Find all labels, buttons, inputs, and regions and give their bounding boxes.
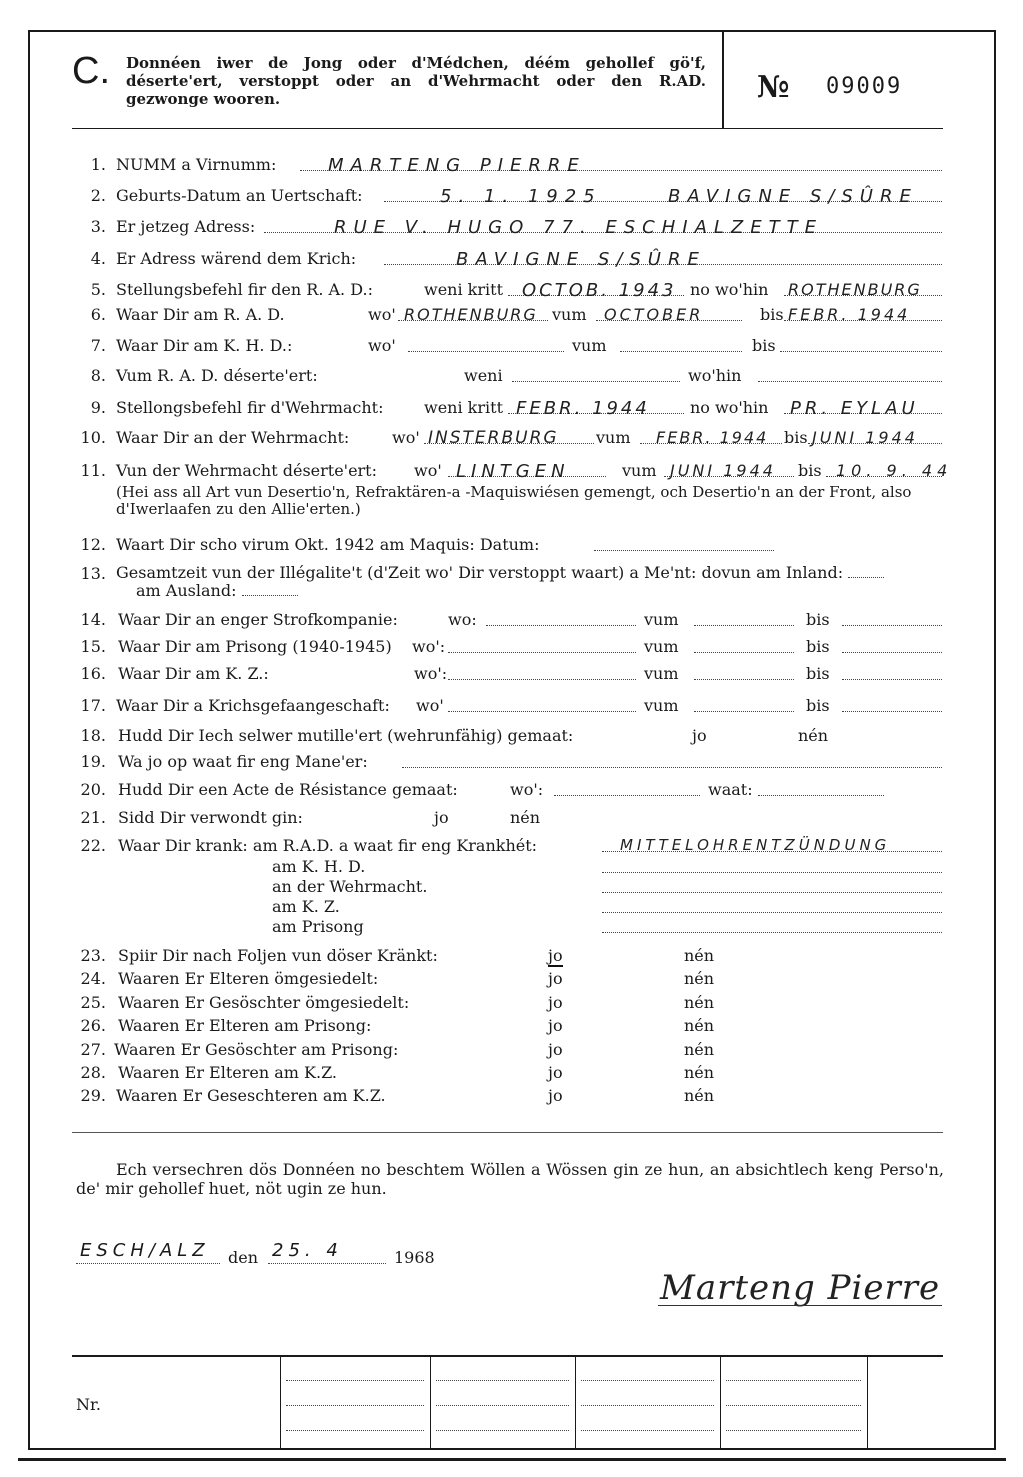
- item-21-nen[interactable]: nén: [510, 808, 541, 827]
- item-13-label: Gesamtzeit vun der Illégalite't (d'Zeit wo' Dir verstoppt waart) a Me'nt: dovun am Inland: am Ausland:: [116, 564, 946, 600]
- item-28-nen[interactable]: nén: [684, 1063, 715, 1082]
- item-27-jo[interactable]: jo: [548, 1040, 563, 1059]
- item-10: 10. Waar Dir an der Wehrmacht: wo' INSTERBURG vum FEBR. 1944 bis JUNI 1944: [72, 428, 952, 450]
- section-letter: C.: [72, 50, 110, 92]
- item-11: 11. Vun der Wehrmacht déserte'ert: wo' LINTGEN vum JUNI 1944 bis 10. 9. 44: [80, 461, 953, 482]
- desertion-to-field[interactable]: 10. 9. 44: [836, 461, 953, 480]
- number-symbol: №: [757, 70, 790, 105]
- item-5: 5. Stellungsbefehl fir den R. A. D.: weni kritt OCTOB. 1943 no wo'hin ROTHENBURG: [72, 280, 952, 302]
- item-29: 29. Waaren Er Geseschteren am K.Z. jo nén: [80, 1086, 715, 1105]
- item-25-jo[interactable]: jo: [548, 993, 563, 1012]
- wehrmacht-order-date-field[interactable]: FEBR. 1944: [516, 398, 650, 419]
- item-1: 1. NUMM a Virnumm: MARTENG PIERRE: [72, 155, 952, 177]
- item-2-label: Geburts-Datum an Uertschaft:: [116, 186, 363, 205]
- wehrmacht-place-field[interactable]: INSTERBURG: [428, 428, 559, 448]
- item-4-label: Er Adress wärend dem Krich:: [116, 249, 357, 268]
- section-title: Donnéen iwer de Jong oder d'Médchen, déém gehollef gö'f, déserte'ert, verstoppt oder an d'Wehrmacht oder den R.AD. gezwonge wooren.: [126, 54, 706, 108]
- item-27: 27. Waaren Er Gesöschter am Prisong: jo nén: [80, 1040, 715, 1059]
- item-17: 17. Waar Dir a Krichsgefaangeschaft: wo' vum bis: [72, 696, 952, 718]
- item-15: 15. Waar Dir am Prisong (1940-1945) wo': vum bis: [72, 637, 952, 659]
- item-18-nen[interactable]: nén: [798, 726, 829, 745]
- item-28: 28. Waaren Er Elteren am K.Z. jo nén: [80, 1063, 715, 1082]
- header-divider: [722, 32, 724, 128]
- date-field[interactable]: 25. 4: [272, 1240, 343, 1261]
- item-29-jo[interactable]: jo: [548, 1086, 563, 1105]
- item-18: 18. Hudd Dir Iech selwer mutille'ert (wehrunfähig) gemaat: jo nén: [80, 726, 829, 745]
- item-24-nen[interactable]: nén: [684, 969, 715, 988]
- item-26-nen[interactable]: nén: [684, 1016, 715, 1035]
- item-1-label: NUMM a Virnumm:: [116, 155, 277, 174]
- item-9: 9. Stellongsbefehl fir d'Wehrmacht: weni kritt FEBR. 1944 no wo'hin PR. EYLAU: [72, 398, 952, 420]
- item-23: 23. Spiir Dir nach Foljen vun döser Kränkt: jo nén: [80, 946, 715, 965]
- item-14: 14. Waar Dir an enger Strofkompanie: wo: vum bis: [72, 610, 952, 632]
- item-22: 22. Waar Dir krank: am R.A.D. a waat fir eng Krankhét: MITTELOHRENTZÜNDUNG: [72, 836, 952, 858]
- section-rule: [72, 1132, 943, 1133]
- war-address-field[interactable]: BAVIGNE S/SÛRE: [456, 249, 706, 270]
- rad-order-date-field[interactable]: OCTOB. 1943: [522, 280, 677, 301]
- item-21-jo[interactable]: jo: [434, 808, 449, 827]
- item-25: 25. Waaren Er Gesöschter ömgesiedelt: jo nén: [80, 993, 715, 1012]
- item-6: 6. Waar Dir am R. A. D. wo' ROTHENBURG vum OCTOBER bis FEBR. 1944: [72, 305, 952, 327]
- item-23-nen[interactable]: nén: [684, 946, 715, 965]
- place-field[interactable]: ESCH/ALZ: [80, 1240, 210, 1261]
- item-7: 7. Waar Dir am K. H. D.: wo' vum bis: [72, 336, 952, 358]
- year-label: 1968: [394, 1248, 435, 1267]
- item-13: 13.: [80, 564, 106, 583]
- wehrmacht-to-field[interactable]: JUNI 1944: [812, 428, 918, 447]
- item-26: 26. Waaren Er Elteren am Prisong: jo nén: [80, 1016, 715, 1035]
- item-24: 24. Waaren Er Elteren ömgesiedelt: jo nén: [80, 969, 715, 988]
- declaration: Ech versechren dös Donnéen no beschtem Wöllen a Wössen gin ze hun, an absichtlech keng Perso'n, de' mir gehollef huet, nöt ugin ze hun.: [76, 1160, 944, 1198]
- header-rule: [72, 128, 943, 129]
- item-26-jo[interactable]: jo: [548, 1016, 563, 1035]
- item-11-note: (Hei ass all Art vun Desertio'n, Refraktären-a -Maquiswiésen gemengt, och Desertio'n an der Front, also d'Iwerlaafen zu den Allie'erten.): [116, 483, 912, 518]
- item-16: 16. Waar Dir am K. Z.: wo': vum bis: [72, 664, 952, 686]
- nr-label: Nr.: [76, 1395, 101, 1414]
- item-27-nen[interactable]: nén: [684, 1040, 715, 1059]
- item-29-nen[interactable]: nén: [684, 1086, 715, 1105]
- desertion-from-field[interactable]: JUNI 1944: [670, 461, 776, 480]
- item-21: 21. Sidd Dir verwondt gin: jo nén: [80, 808, 541, 827]
- item-3: 3. Er jetzeg Adress: RUE V. HUGO 77. ESCHIALZETTE: [72, 217, 952, 239]
- address-field[interactable]: RUE V. HUGO 77. ESCHIALZETTE: [334, 217, 823, 238]
- footer-table-top: [72, 1355, 943, 1357]
- item-20: 20. Hudd Dir een Acte de Résistance gemaat: wo': waat:: [72, 780, 952, 802]
- wehrmacht-from-field[interactable]: FEBR. 1944: [656, 428, 769, 447]
- wehrmacht-destination-field[interactable]: PR. EYLAU: [790, 398, 919, 419]
- rad-from-field[interactable]: OCTOBER: [604, 305, 704, 324]
- rad-to-field[interactable]: FEBR. 1944: [788, 305, 911, 324]
- item-18-jo[interactable]: jo: [692, 726, 707, 745]
- item-23-jo[interactable]: jo: [548, 946, 563, 965]
- form-number: 09009: [826, 74, 903, 99]
- name-field[interactable]: MARTENG PIERRE: [328, 155, 586, 176]
- item-12: 12. Waart Dir scho virum Okt. 1942 am Maquis: Datum:: [72, 535, 952, 557]
- rad-place-field[interactable]: ROTHENBURG: [404, 305, 538, 324]
- item-25-nen[interactable]: nén: [684, 993, 715, 1012]
- rad-destination-field[interactable]: ROTHENBURG: [788, 280, 922, 299]
- signature-line: [658, 1305, 942, 1306]
- birth-place-field[interactable]: BAVIGNE S/SÛRE: [668, 186, 918, 207]
- item-24-jo[interactable]: jo: [548, 969, 563, 988]
- item-4: 4. Er Adress wärend dem Krich: BAVIGNE S/SÛRE: [72, 249, 952, 271]
- signature: Marteng Pierre: [660, 1268, 941, 1308]
- den-label: den: [228, 1248, 259, 1267]
- illness-field[interactable]: MITTELOHRENTZÜNDUNG: [620, 836, 891, 854]
- birth-date-field[interactable]: 5. 1. 1925: [440, 186, 602, 207]
- desertion-place-field[interactable]: LINTGEN: [456, 461, 570, 482]
- item-8: 8. Vum R. A. D. déserte'ert: weni wo'hin: [72, 366, 952, 388]
- item-28-jo[interactable]: jo: [548, 1063, 563, 1082]
- item-2: 2. Geburts-Datum an Uertschaft: 5. 1. 1925 BAVIGNE S/SÛRE: [72, 186, 952, 208]
- bottom-rule: [18, 1458, 1006, 1461]
- item-19: 19. Wa jo op waat fir eng Mane'er:: [72, 752, 952, 774]
- item-3-label: Er jetzeg Adress:: [116, 217, 256, 236]
